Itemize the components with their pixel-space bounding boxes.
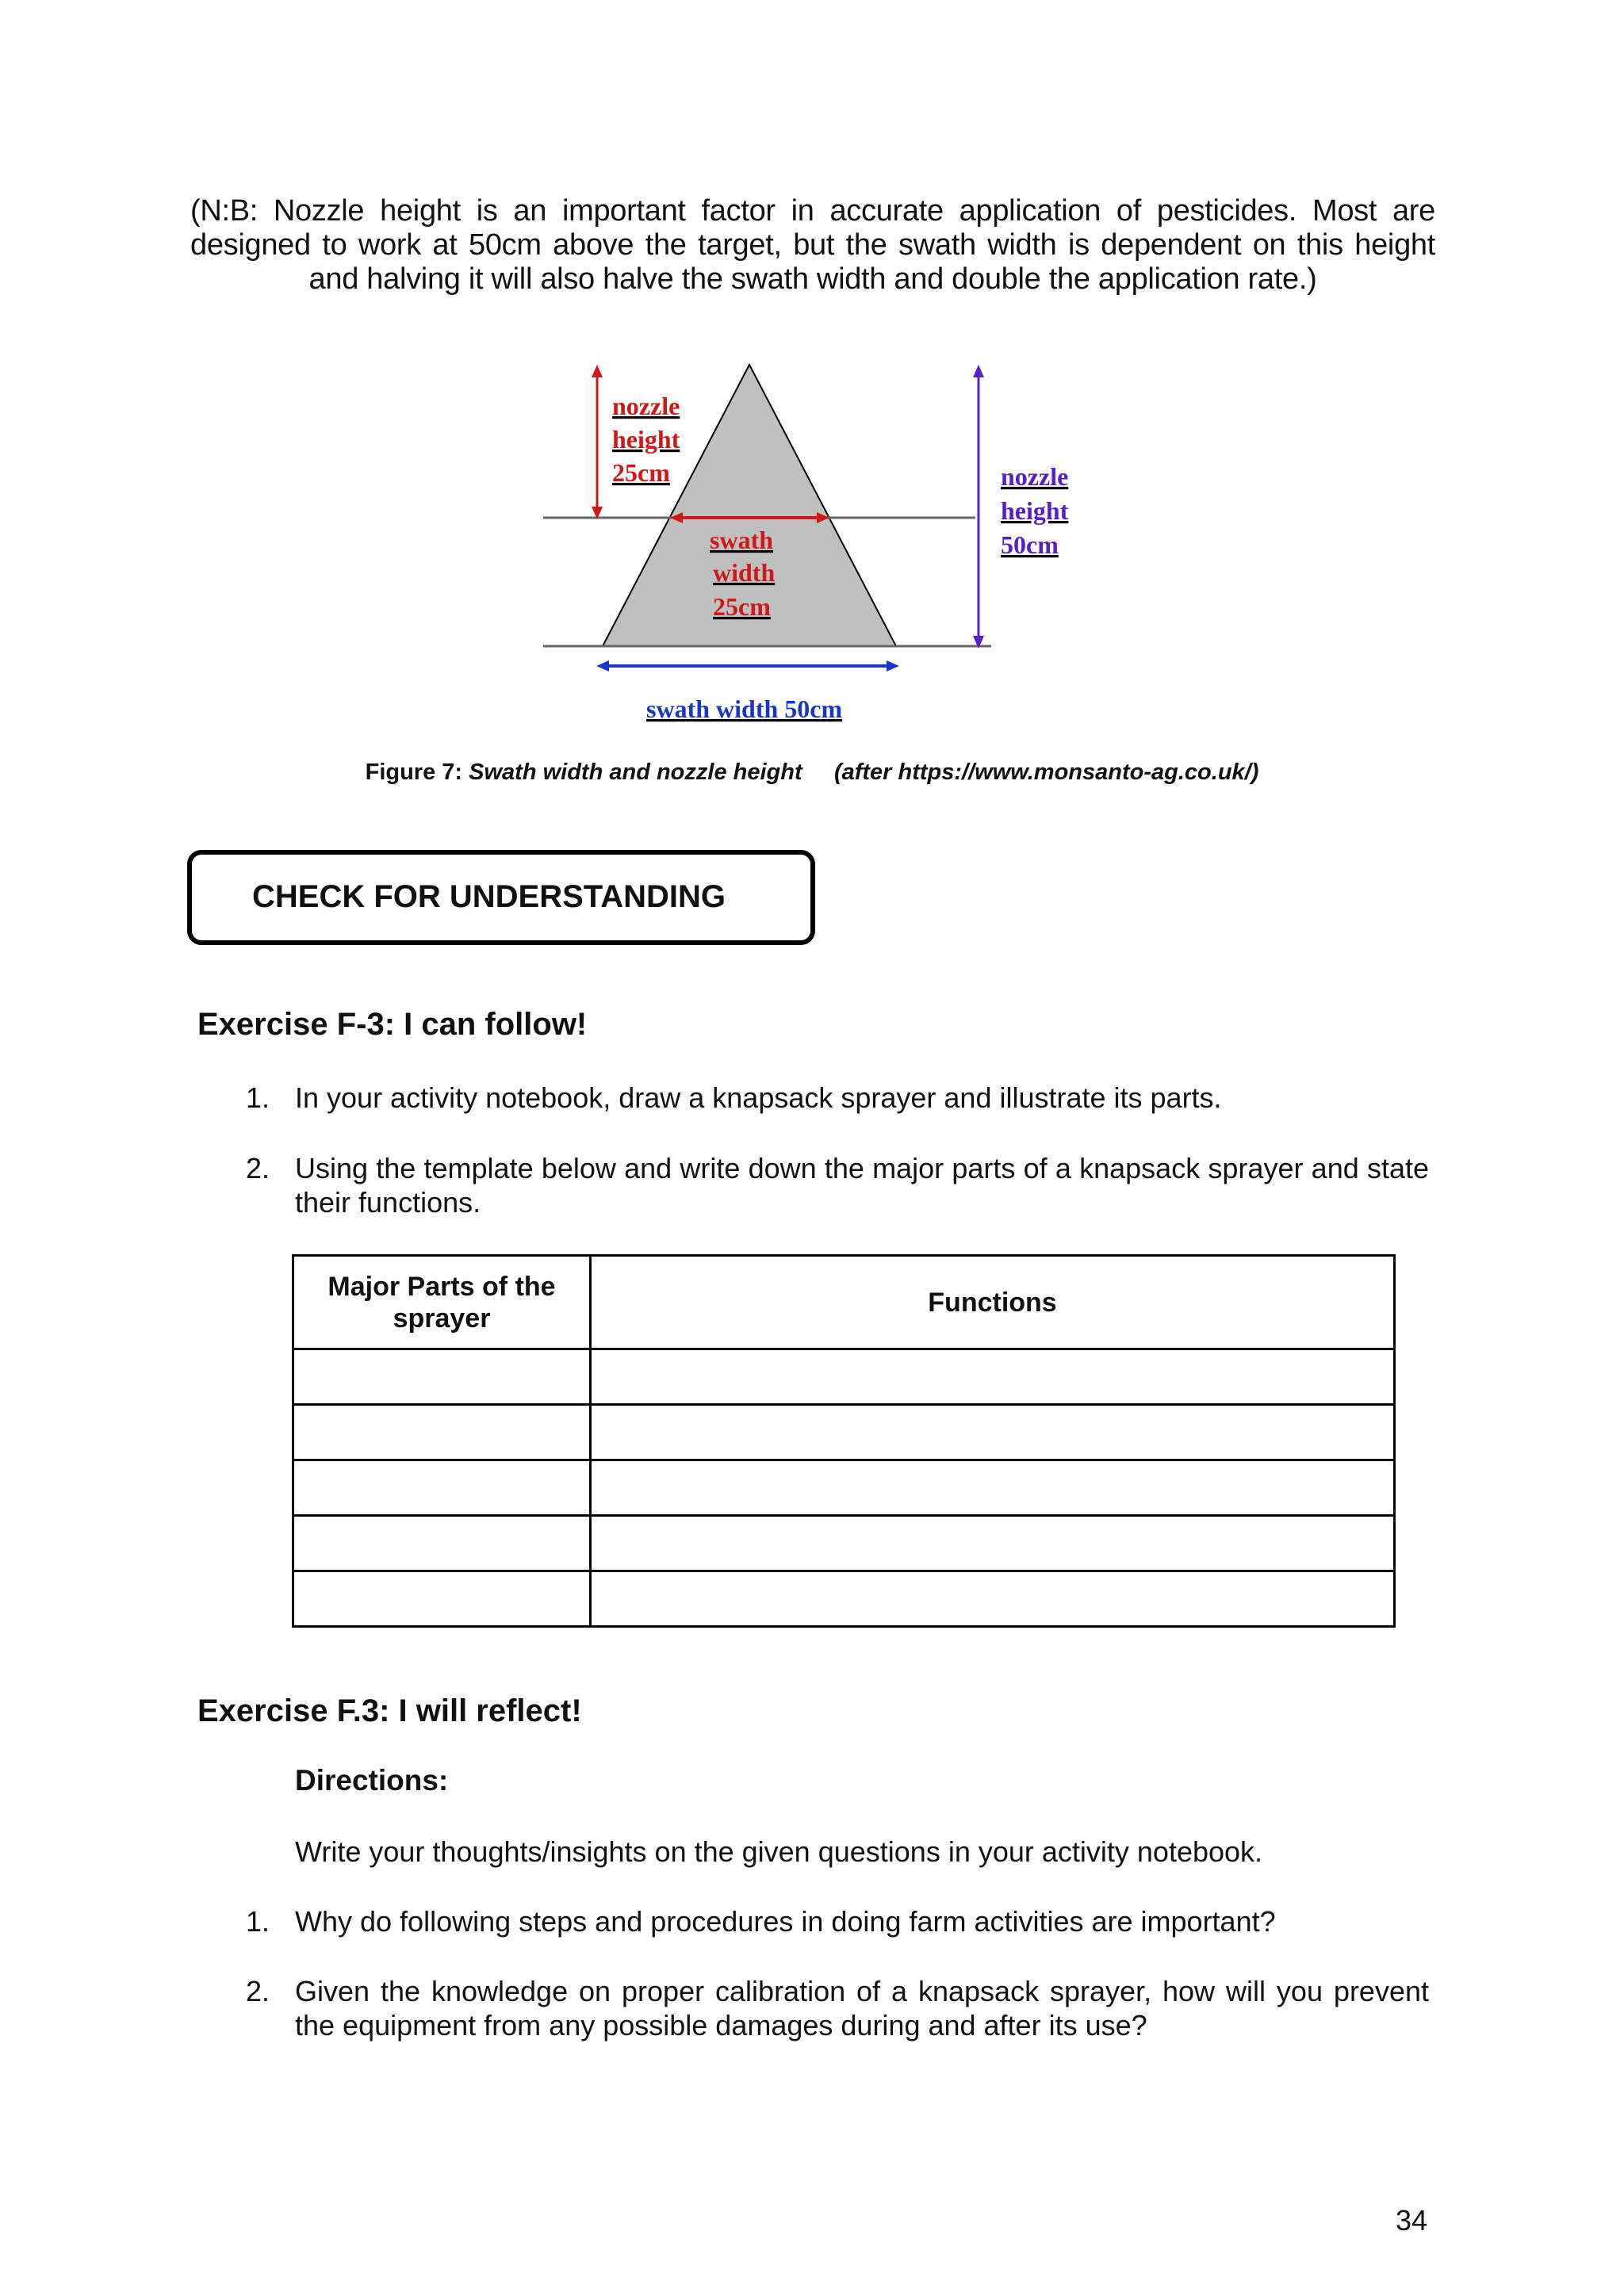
exercise2-item2-text: Given the knowledge on proper calibration of a knapsack sprayer, how will you prevent the equipment from any possible damages during and after its use? — [295, 1975, 1429, 2042]
table-cell — [293, 1516, 591, 1571]
figure-title: Swath width and nozzle height — [469, 760, 802, 785]
table-row — [293, 1460, 1395, 1516]
exercise-reflect-title: Exercise F.3: I will reflect! — [197, 1693, 582, 1728]
table-cell — [591, 1405, 1395, 1460]
figure-label: Figure 7: — [365, 760, 463, 785]
nozzle-50-line2: height — [1001, 496, 1069, 525]
parts-functions-table — [292, 1254, 1396, 1628]
table-row — [293, 1405, 1395, 1460]
table-cell — [591, 1460, 1395, 1516]
swath-50-label: swath width 50cm — [646, 695, 843, 723]
exercise-follow-title: Exercise F-3: I can follow! — [197, 1007, 588, 1042]
swath-25-line2: width — [713, 558, 776, 587]
table-cell — [293, 1405, 591, 1460]
page-number: 34 — [1396, 2204, 1428, 2237]
figure-caption — [0, 760, 1624, 786]
nozzle-50-line3: 50cm — [1001, 530, 1059, 559]
table-cell — [591, 1571, 1395, 1627]
swath-25-line3: 25cm — [713, 592, 771, 621]
exercise2-item1-text: Why do following steps and procedures in doing farm activities are important? — [295, 1905, 1276, 1938]
exercise2-item2-number: 2. — [246, 1975, 270, 2007]
nb-note: (N:B: Nozzle height is an important factor in accurate application of pesticides. Most are designed to work at 50cm above the target, but the swath width is dependent on this height and halving it will also halve the swath width and double the application rate.) — [190, 194, 1435, 296]
directions-text: Write your thoughts/insights on the given questions in your activity notebook. — [295, 1835, 1263, 1868]
table-header-row — [293, 1256, 1395, 1349]
nozzle-25-line3: 25cm — [612, 458, 670, 487]
swath-25-line1: swath — [710, 526, 774, 554]
nozzle-25-line2: height — [612, 425, 680, 453]
nozzle-25-line1: nozzle — [612, 392, 680, 420]
header-functions: Functions — [591, 1256, 1395, 1349]
table-row — [293, 1349, 1395, 1405]
exercise2-item1-number: 1. — [246, 1905, 270, 1938]
exercise1-item2-text: Using the template below and write down the major parts of a knapsack sprayer and state their functions. — [295, 1152, 1429, 1219]
exercise1-item2-number: 2. — [246, 1152, 270, 1184]
swath-nozzle-diagram — [531, 357, 1086, 737]
nozzle-50-line1: nozzle — [1001, 462, 1069, 491]
figure-source: (after https://www.monsanto-ag.co.uk/) — [833, 760, 1259, 785]
check-understanding-heading: CHECK FOR UNDERSTANDING — [252, 879, 726, 914]
table-row — [293, 1571, 1395, 1627]
table-cell — [591, 1516, 1395, 1571]
table-cell — [591, 1349, 1395, 1405]
exercise1-item1-text: In your activity notebook, draw a knapsack sprayer and illustrate its parts. — [295, 1081, 1222, 1114]
table-cell — [293, 1349, 591, 1405]
exercise1-item1-number: 1. — [246, 1081, 270, 1114]
header-major-parts: Major Parts of the sprayer — [293, 1256, 591, 1349]
table-cell — [293, 1460, 591, 1516]
directions-label: Directions: — [295, 1764, 449, 1797]
table-row — [293, 1516, 1395, 1571]
table-cell — [293, 1571, 591, 1627]
